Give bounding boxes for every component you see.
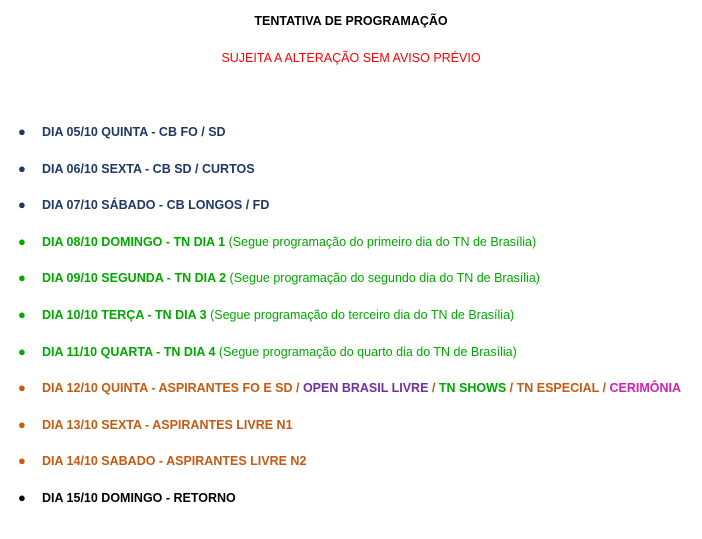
- bullet-icon: ●: [18, 380, 26, 396]
- bullet-icon: ●: [18, 343, 26, 359]
- bullet-icon: ●: [18, 233, 26, 249]
- separator: /: [428, 381, 439, 396]
- schedule-item-text: [42, 233, 536, 251]
- bullet-icon: ●: [18, 453, 26, 469]
- schedule-item-text: DIA 05/10 QUINTA - CB FO / SD: [42, 125, 226, 139]
- schedule-item-text: [42, 343, 517, 361]
- schedule-item-text: [42, 306, 514, 324]
- schedule-item-note: (Segue programação do segundo dia do TN de Brasília): [226, 271, 540, 286]
- schedule-item-note: (Segue programação do terceiro dia do TN de Brasília): [206, 307, 515, 322]
- schedule-item-text: [42, 269, 540, 287]
- separator: /: [506, 381, 517, 396]
- schedule-item-tn-especial: TN ESPECIAL: [516, 381, 600, 396]
- schedule-item-text: DIA 13/10 SEXTA - ASPIRANTES LIVRE N1: [42, 417, 293, 432]
- schedule-item-text: DIA 15/10 DOMINGO - RETORNO: [42, 490, 236, 505]
- schedule-item-text: DIA 06/10 SEXTA - CB SD / CURTOS: [42, 161, 255, 176]
- schedule-item-text: DIA 07/10 SÁBADO - CB LONGOS / FD: [42, 198, 270, 213]
- schedule-item-main: DIA 09/10 SEGUNDA - TN DIA 2: [42, 271, 227, 286]
- schedule-item-main: DIA 08/10 DOMINGO - TN DIA 1: [42, 234, 226, 249]
- schedule-item-main: DIA 10/10 TERÇA - TN DIA 3: [42, 307, 207, 322]
- bullet-icon: ●: [18, 306, 26, 322]
- bullet-icon: ●: [18, 489, 26, 505]
- bullet-icon: ●: [18, 197, 26, 213]
- bullet-icon: ●: [18, 270, 26, 286]
- document-title: TENTATIVA DE PROGRAMAÇÃO: [254, 14, 448, 28]
- schedule-item-main: DIA 11/10 QUARTA - TN DIA 4: [42, 344, 216, 359]
- schedule-item-open-brasil: OPEN BRASIL LIVRE: [302, 381, 429, 396]
- separator: /: [599, 381, 610, 396]
- schedule-item-aspirantes: DIA 12/10 QUINTA - ASPIRANTES FO E SD: [42, 381, 293, 396]
- document-subtitle: SUJEITA A ALTERAÇÃO SEM AVISO PRÉVIO: [221, 51, 481, 65]
- schedule-item-note: (Segue programação do primeiro dia do TN de Brasília): [225, 234, 537, 249]
- bullet-icon: ●: [18, 124, 26, 139]
- schedule-item-cerimonia: CERIMÔNIA: [609, 381, 681, 396]
- schedule-item-text: DIA 14/10 SABADO - ASPIRANTES LIVRE N2: [42, 454, 307, 469]
- separator: /: [292, 381, 303, 396]
- schedule-item-text: [42, 379, 681, 397]
- schedule-item-tn-shows: TN SHOWS: [438, 381, 507, 396]
- bullet-icon: ●: [18, 160, 26, 176]
- bullet-icon: ●: [18, 416, 26, 432]
- schedule-item-note: (Segue programação do quarto dia do TN de Brasília): [215, 344, 517, 359]
